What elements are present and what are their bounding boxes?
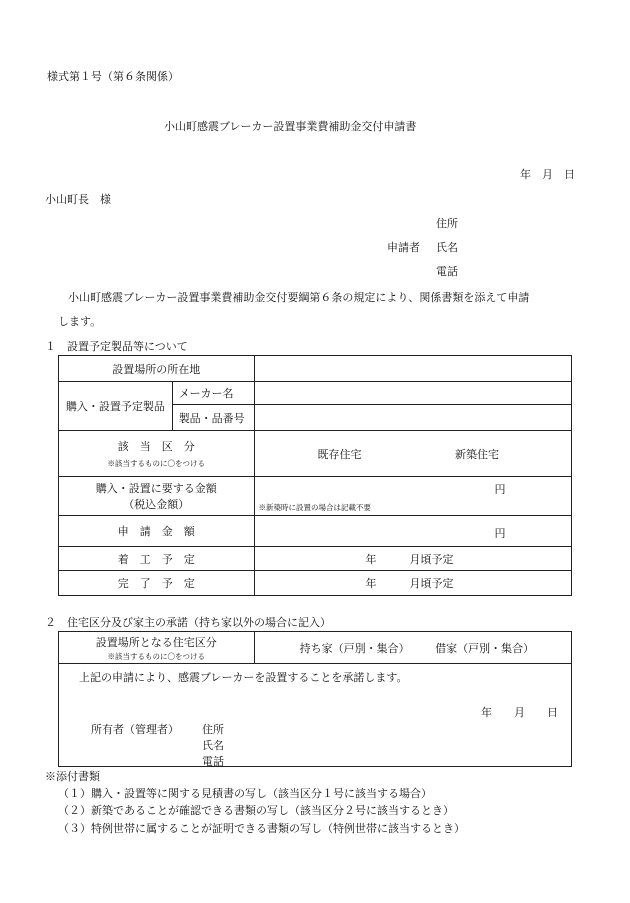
intro-line-2: します。	[58, 315, 102, 328]
applicant-address-label: 住所	[436, 217, 458, 230]
category-note: ※該当するものに〇をつける	[107, 459, 205, 468]
consent-date: 年 月 日	[481, 706, 558, 719]
apply-amount-label: 申 請 金 額	[59, 516, 255, 547]
maker-label: メーカー名	[172, 382, 254, 405]
attachment-item: （３）特例世帯に属することが証明できる書類の写し（特例世帯に該当するとき）	[58, 822, 465, 835]
applicant-name-label: 氏名	[436, 241, 458, 254]
category-options[interactable]	[254, 431, 572, 477]
house-label: 設置場所となる住宅区分	[95, 635, 217, 649]
cost-note: ※新築時に設置の場合は記載不要	[258, 503, 371, 512]
owner-label: 所有者（管理者）	[91, 723, 179, 736]
house-options[interactable]	[254, 632, 571, 664]
cost-label-cell	[59, 477, 255, 516]
finish-label: 完 了 予 定	[59, 571, 255, 596]
owner-name-label: 氏名	[202, 739, 224, 752]
housing-table	[58, 631, 572, 767]
house-label-cell	[59, 632, 255, 664]
cost-label-1: 購入・設置に要する金額	[95, 482, 217, 495]
page-title: 小山町感震ブレーカー設置事業費補助金交付申請書	[164, 120, 417, 133]
applicant-phone-label: 電話	[436, 265, 458, 278]
category-cell	[59, 431, 255, 477]
option-new[interactable]: 新築住宅	[455, 447, 499, 461]
section2-heading: ２ 住宅区分及び家主の承諾（持ち家以外の場合に記入）	[45, 616, 331, 629]
owner-phone-label: 電話	[202, 755, 224, 768]
model-field[interactable]	[254, 405, 572, 431]
cost-field[interactable]	[254, 477, 572, 516]
attachments-heading: ※添付書類	[45, 770, 100, 783]
cost-yen: 円	[494, 483, 506, 496]
option-rent[interactable]: 借家（戸別・集合）	[435, 641, 535, 655]
form-number: 様式第１号（第６条関係）	[47, 70, 179, 83]
attachment-item: （２）新築であることが確認できる書類の写し（該当区分２号に該当するとき）	[58, 804, 454, 817]
date-line: 年 月 日	[520, 168, 575, 181]
option-own[interactable]: 持ち家（戸別・集合）	[299, 641, 410, 655]
attachment-item: （１）購入・設置等に関する見積書の写し（該当区分１号に該当する場合）	[58, 787, 432, 800]
category-label: 該 当 区 分	[117, 440, 195, 453]
maker-field[interactable]	[254, 382, 572, 405]
apply-amount-field[interactable]	[254, 516, 572, 547]
intro-line-1: 小山町感震ブレーカー設置事業費補助金交付要綱第６条の規定により、関係書類を添えて申請	[68, 291, 530, 304]
consent-text: 上記の申請により、感震ブレーカーを設置することを承諾します。	[79, 671, 408, 684]
cost-label-2: （税込金額）	[123, 498, 190, 511]
house-note: ※該当するものに〇をつける	[107, 651, 206, 661]
start-schedule[interactable]: 年 月頃予定	[254, 547, 572, 571]
location-field[interactable]	[254, 356, 572, 382]
addressee: 小山町長 様	[45, 193, 111, 206]
owner-address-label: 住所	[202, 723, 224, 736]
consent-cell	[59, 664, 572, 767]
applicant-role: 申請者	[387, 241, 420, 254]
option-existing[interactable]: 既存住宅	[317, 447, 362, 461]
section1-heading: １ 設置予定製品等について	[45, 340, 188, 353]
product-label: 購入・設置予定製品	[59, 382, 173, 431]
model-label: 製品・品番号	[172, 405, 254, 431]
finish-schedule[interactable]: 年 月頃予定	[254, 571, 572, 596]
product-table	[58, 355, 572, 596]
location-label: 設置場所の所在地	[59, 356, 255, 382]
start-label: 着 工 予 定	[59, 547, 255, 571]
apply-amount-yen: 円	[494, 527, 506, 540]
